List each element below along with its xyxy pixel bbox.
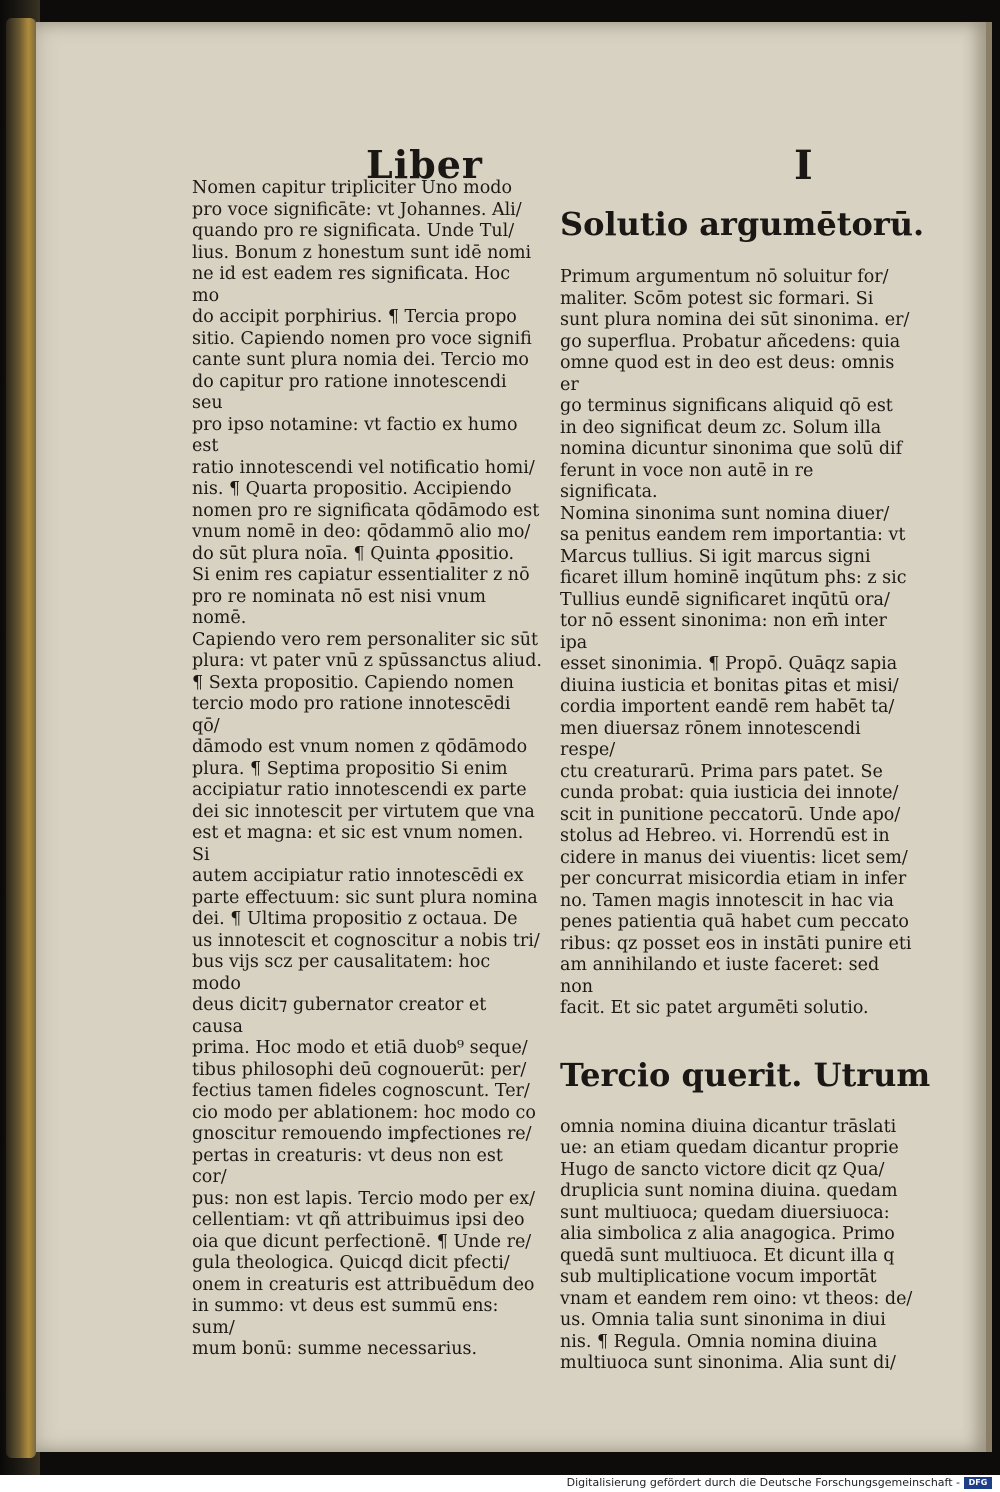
digitization-footer (0, 1475, 1000, 1492)
running-head-book-number: I (794, 142, 813, 189)
running-head-liber: Liber (366, 142, 483, 187)
section-heading-tercio-querit: Tercio querit. Utrum (560, 1056, 931, 1094)
dfg-logo: DFG (964, 1477, 992, 1489)
left-text-column: Nomen capitur tripliciter Uno modo pro voce significāte: vt Johannes. Ali/ quando pro re significata. Unde Tul/ lius. Bonum z honestum sunt idē nomi ne id est eadem res significata. Hoc mo do accipit porphirius. ¶ Tercia propo sitio. Capiendo nomen pro voce signifi cante sunt plura nomia dei. Tercio mo do capitur pro ratione innotescendi seu pro ipso notamine: vt factio ex humo est ratio innotescendi vel notificatio homi/ nis. ¶ Quarta propositio. Accipiendo nomen pro re significata qōdāmodo est vnum nomē in deo: qōdammō alio mo/ do sūt plura noīa. ¶ Quinta ꝓpositio. Si enim res capiatur essentialiter z nō pro re nominata nō est nisi vnum nomē. Capiendo vero rem personaliter sic sūt plura: vt pater vnū z spūssanctus aliud. ¶ Sexta propositio. Capiendo nomen tercio modo pro ratione innotescēdi qō/ dāmodo est vnum nomen z qōdāmodo plura. ¶ Septima propositio Si enim accipiatur ratio innotescendi ex parte dei sic innotescit per virtutem que vna est et magna: et sic est vnum nomen. Si autem accipiatur ratio innotescēdi ex parte effectuum: sic sunt plura nomina dei. ¶ Ultima propositio z octaua. De us innotescit et cognoscitur a nobis tri/ bus vijs scz per causalitatem: hoc modo deus dicit⁊ gubernator creator et causa prima. Hoc modo et etiā duob⁹ seque/ tibus philosophi deū cognouerūt: per/ fectius tamen fideles cognoscunt. Ter/ cio modo per ablationem: hoc modo co gnoscitur remouendo imꝑfectiones re/ pertas in creaturis: vt deus non est cor/ pus: non est lapis. Tercio modo per ex/ cellentiam: vt qñ attribuimus ipsi deo oia que dicunt perfectionē. ¶ Unde re/ gula theologica. Quicqd dicit pfecti/ onem in creaturis est attribuēdum deo in summo: vt deus est summū ens: sum/ mum bonū: summe necessarius. (192, 178, 542, 1359)
paragraph-solutio: Primum argumentum nō soluitur for/ maliter. Scōm potest sic formari. Si sunt plura nomina dei sūt sinonima. er/ go superflua. Probatur añcedens: quia omne quod est in deo est deus: omnis er go terminus significans aliquid qō est in deo significat deum zc. Solum illa nomina dicuntur sinonima que solū dif ferunt in voce non autē in re significata. Nomina sinonima sunt nomina diuer/ sa penitus eandem rem importantia: vt Marcus tullius. Si igit marcus signi ficaret illum hominē inqūtum phs: z sic Tullius eundē significaret inqūtū ora/ tor nō essent sinonima: non em̄ inter ipa esset sinonimia. ¶ Propō. Quāqz sapia diuina iusticia et bonitas ꝑitas et misi/ cordia importent eandē rem habēt ta/ men diuersaz rōnem innotescendi respe/ ctu creaturarū. Prima pars patet. Se cunda probat: quia iusticia dei innote/ scit in punitione peccatorū. Unde apo/ stolus ad Hebreo. vi. Horrendū est in cidere in manus dei viuentis: licet sem/ per concurrat misicordia etiam in infer no. Tamen magis innotescit in hac via penes patientia quā habet cum peccato ribus: qz posset eos in instāti punire eti am annihilando et iuste faceret: sed non facit. Et sic patet argumēti solutio. (560, 267, 912, 1018)
right-text-column (560, 178, 931, 1396)
section-heading-solutio: Solutio argumētorū. (560, 204, 925, 243)
gilt-page-edge (6, 18, 36, 1458)
footer-credit-text: Digitalisierung gefördert durch die Deutsche Forschungsgemeinschaft - (566, 1476, 960, 1489)
paragraph-tercio: omnia nomina diuina dicantur trāslati ue: an etiam quedam dicantur proprie Hugo de sancto victore dicit qz Qua/ druplicia sunt nomina diuina. quedam sunt multiuoca; quedam diuersiuoca: alia simbolica z alia anagogica. Primo quedā sunt multiuoca. Et dicunt illa q sub multiplicatione vocum importāt vnam et eandem rem oino: vt theos: de/ us. Omnia talia sunt sinonima in diui nis. ¶ Regula. Omnia nomina diuina multiuoca sunt sinonima. Alia sunt di/ (560, 1116, 913, 1373)
